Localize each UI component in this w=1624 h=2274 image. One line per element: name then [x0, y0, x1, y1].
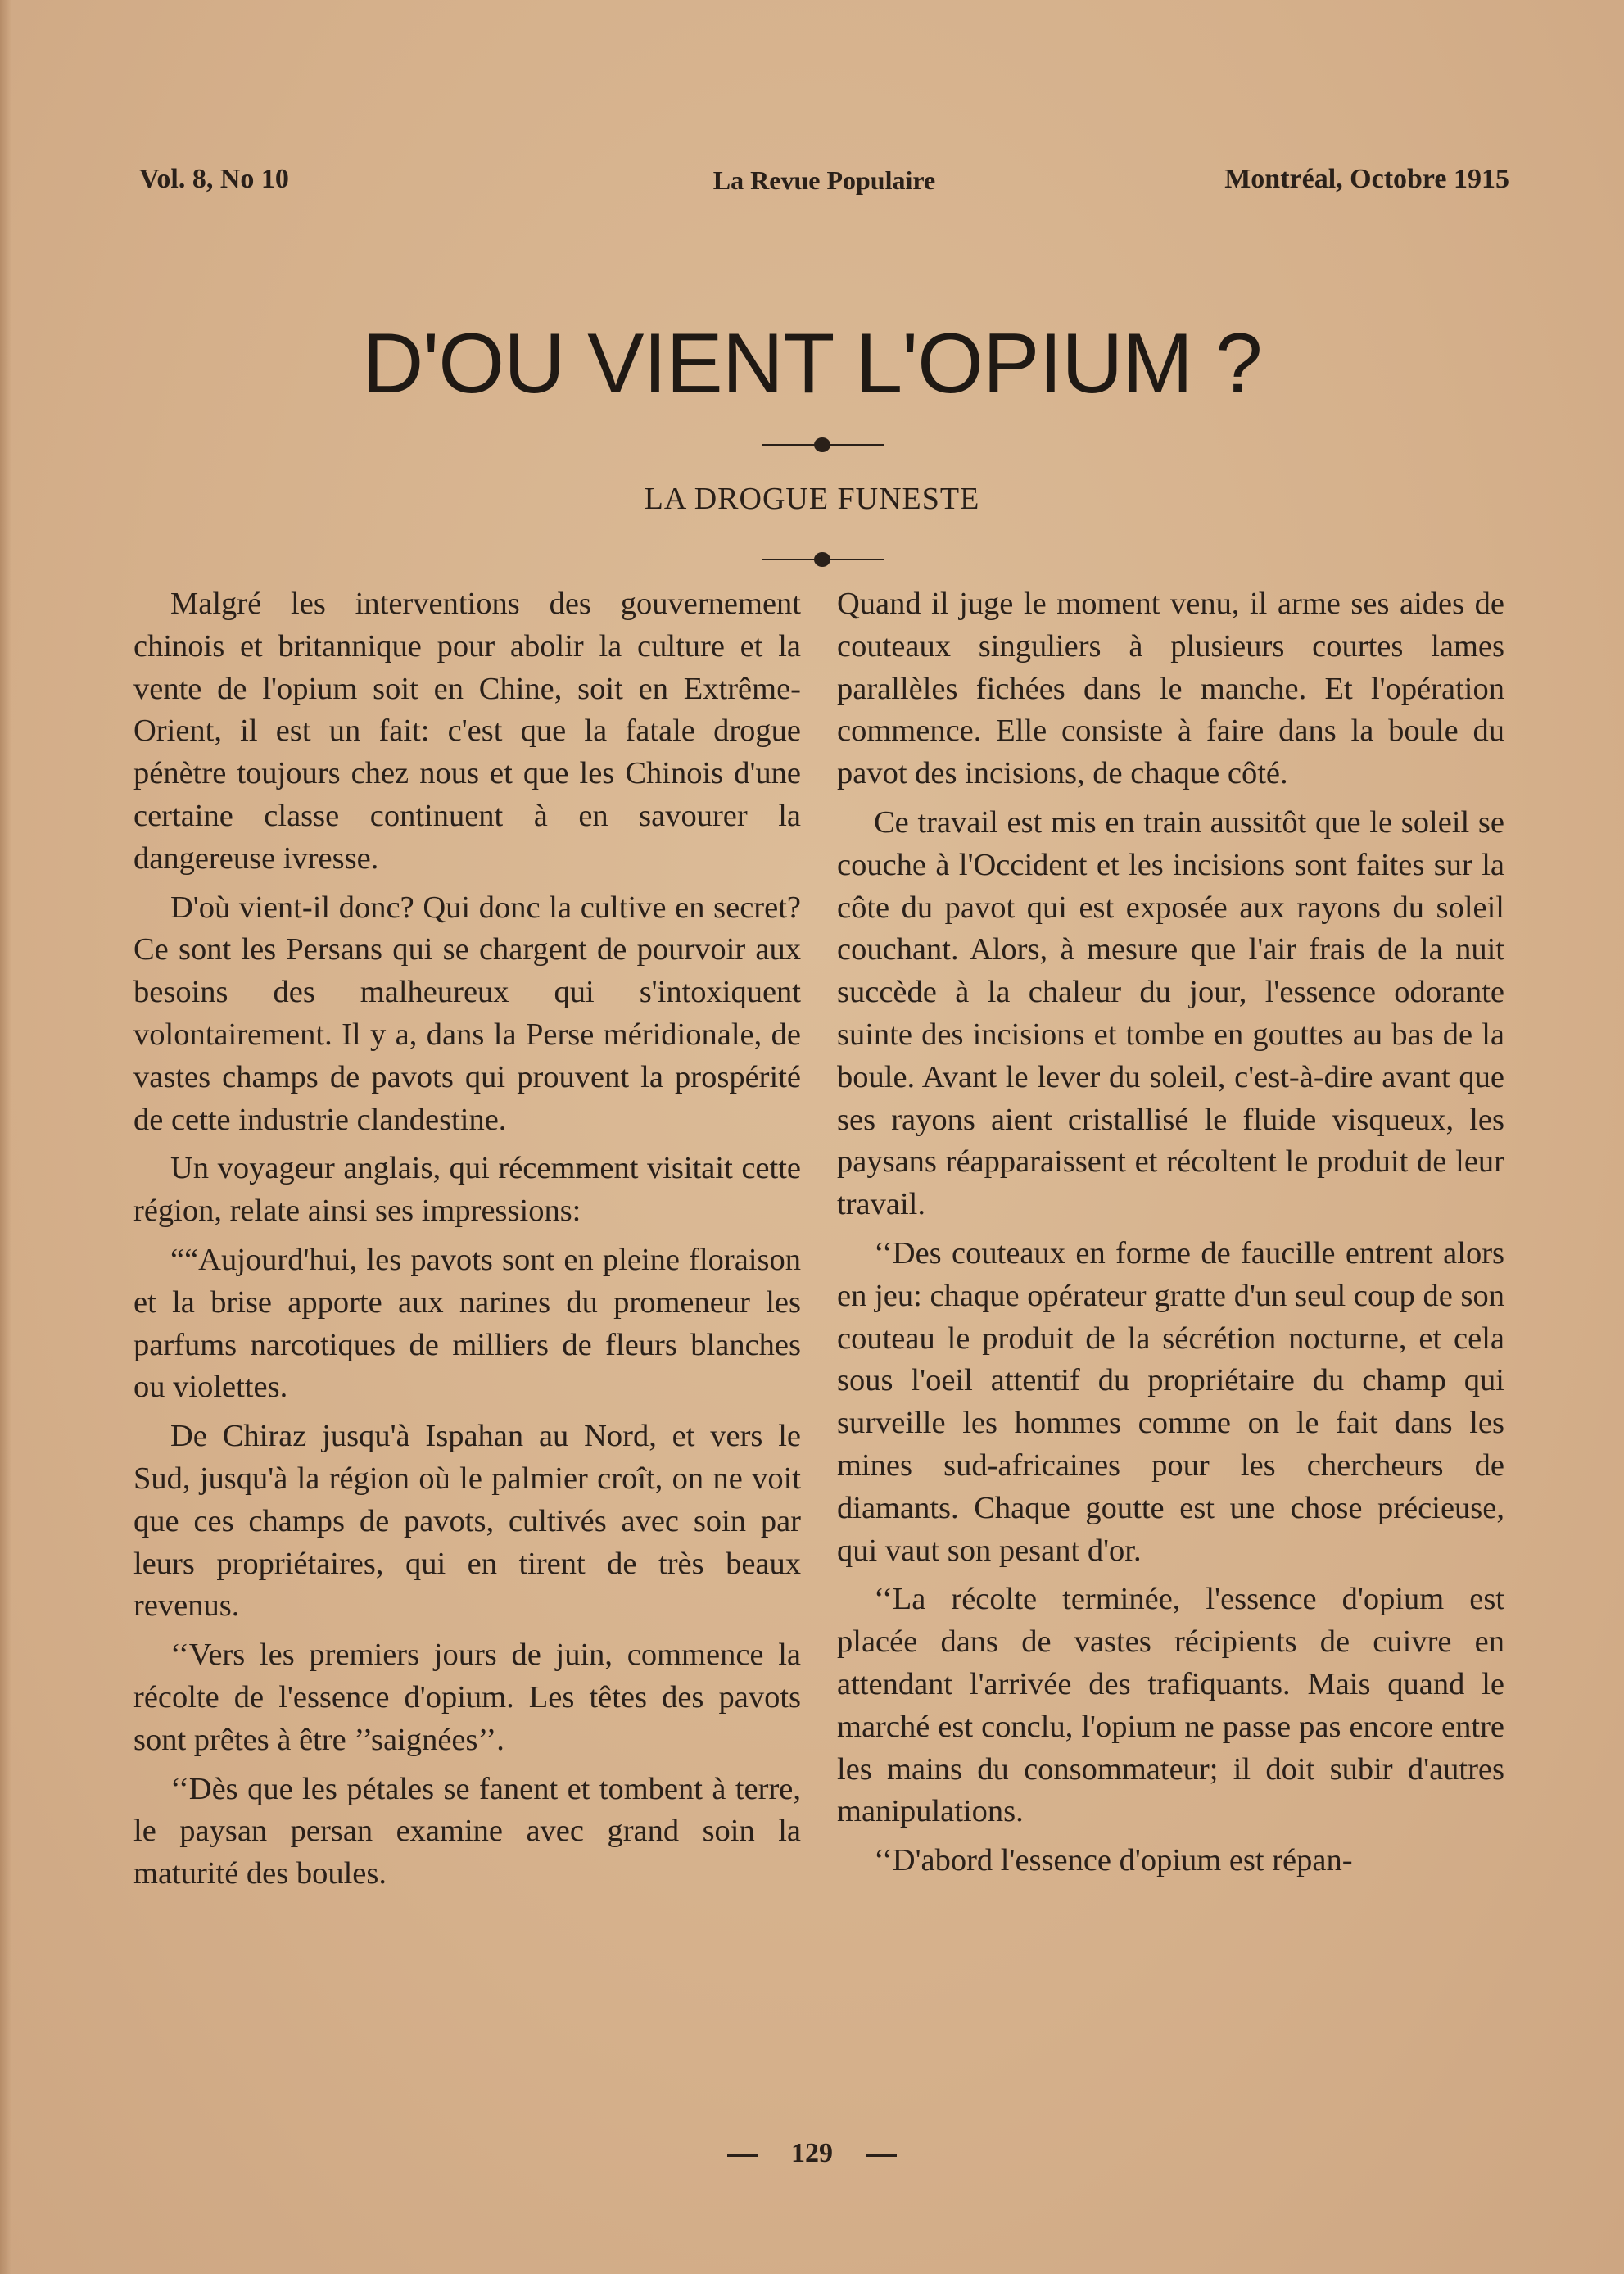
left-column: [133, 583, 801, 1902]
paragraph: ‘‘D'abord l'essence d'opium est répan-: [874, 1843, 1353, 1878]
running-header: [139, 164, 1509, 205]
page-footer: [0, 2138, 1624, 2169]
paragraph: ‘‘Dès que les pétales se fanent et tombent à terre, le paysan persan examine avec grand soin la maturité des boules.: [133, 1771, 801, 1891]
paragraph: Malgré les interventions des gouvernement chinois et britannique pour abolir la culture et la vente de l'opium soit en Chine, soit en Extrême-Orient, il est un fait: c'est que la fatale drogue pénètre toujours chez nous et que les Chinois d'une certaine classe continuent à en savourer la dangereuse ivresse.: [133, 587, 801, 876]
page-number: 129: [791, 2138, 833, 2168]
paragraph: ‘‘Des couteaux en forme de faucille entrent alors en jeu: chaque opérateur gratte d'un seul coup de son couteau le produit de la sécrétion nocturne, et cela sous l'oeil attentif du propriétaire du champ qui surveille les hommes comme on le fait dans les mines sud-africaines pour les chercheurs de diamants. Chaque goutte est une chose précieuse, qui vaut son pesant d'or.: [837, 1235, 1504, 1568]
paragraph: Quand il juge le moment venu, il arme ses aides de couteaux singuliers à plusieurs courtes lames parallèles fichées dans le manche. Et l'opération commence. Elle consiste à faire dans la boule du pavot des incisions, de chaque côté.: [837, 587, 1504, 791]
paragraph: ‘‘La récolte terminée, l'essence d'opium est placée dans de vastes récipients de cuivre en attendant l'arrivée des trafiquants. Mais quand le marché est conclu, l'opium ne passe pas encore entre les mains du consommateur; il doit subir d'autres manipulations.: [837, 1582, 1504, 1829]
footer-dash-left: [727, 2154, 758, 2157]
paragraph: ““Aujourd'hui, les pavots sont en pleine floraison et la brise apporte aux narines du promeneur les parfums narcotiques de milliers de fleurs blanches ou violettes.: [133, 1242, 801, 1405]
divider-ornament-bottom: [762, 551, 884, 568]
paragraph: Un voyageur anglais, qui récemment visitait cette région, relate ainsi ses impressions:: [133, 1151, 801, 1229]
divider-ornament-top: [762, 437, 884, 453]
footer-dash-right: [866, 2154, 897, 2157]
right-column: [837, 583, 1504, 1889]
place-date: Montréal, Octobre 1915: [1224, 164, 1509, 194]
volume-number: Vol. 8, No 10: [139, 164, 289, 194]
paragraph: D'où vient-il donc? Qui donc la cultive en secret? Ce sont les Persans qui se chargent de pourvoir aux besoins des malheureux qui s'intoxiquent volontairement. Il y a, dans la Perse méridionale, de vastes champs de pavots qui prouvent la prospérité de cette industrie clandestine.: [133, 890, 801, 1137]
paragraph: Ce travail est mis en train aussitôt que le soleil se couche à l'Occident et les incisions sont faites sur la côte du pavot qui est exposée aux rayons du soleil couchant. Alors, à mesure que l'air frais de la nuit succède à la chaleur du jour, l'essence odorante suinte des incisions et tombe en gouttes au bas de la boule. Avant le lever du soleil, c'est-à-dire avant que ses rayons aient cristallisé le fluide visqueux, les paysans réapparaissent et récoltent le produit de leur travail.: [837, 804, 1504, 1222]
publication-name: La Revue Populaire: [712, 165, 936, 195]
article-title: D'OU VIENT L'OPIUM ?: [362, 316, 1262, 411]
paragraph: De Chiraz jusqu'à Ispahan au Nord, et vers le Sud, jusqu'à la région où le palmier croît, on ne voit que ces champs de pavots, cultivés avec soin par leurs propriétaires, qui en tirent de très beaux revenus.: [133, 1419, 801, 1624]
paragraph: ‘‘Vers les premiers jours de juin, commence la récolte de l'essence d'opium. Les têtes des pavots sont prêtes à être ’’saignées’’.: [133, 1638, 801, 1757]
article-subtitle: LA DROGUE FUNESTE: [644, 482, 980, 516]
